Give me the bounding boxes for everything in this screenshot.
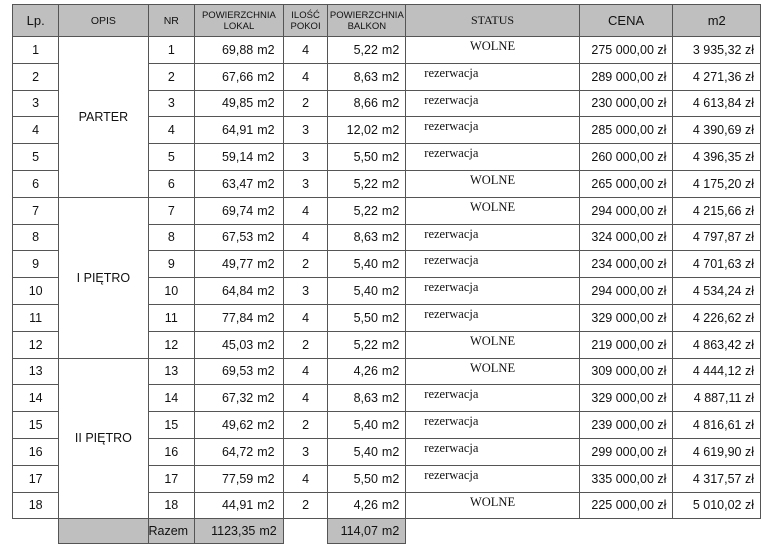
header-cena: CENA [579, 5, 673, 37]
cell-nr: 13 [148, 358, 195, 385]
pow-balkon-value: 5,50 [353, 150, 378, 165]
pow-lokal-value: 67,32 [221, 391, 254, 406]
cell-nr: 17 [148, 465, 195, 492]
cell-cena: 294 000,00 zł [579, 278, 673, 305]
pow-lokal-value: 59,14 [221, 150, 254, 165]
totals-balkon-value: 114,07 [340, 524, 378, 539]
cell-lp: 10 [13, 278, 59, 305]
pow-lokal-unit: m2 [257, 284, 275, 299]
pow-lokal-unit: m2 [257, 96, 275, 111]
cell-cena: 234 000,00 zł [579, 251, 673, 278]
pow-lokal-value: 49,62 [221, 418, 254, 433]
cell-status: rezerwacja [406, 438, 579, 465]
cell-pow-lokal [195, 144, 284, 171]
cell-nr: 15 [148, 412, 195, 439]
cell-pow-balkon [328, 197, 406, 224]
cell-nr: 2 [148, 63, 195, 90]
pow-balkon-value: 5,40 [353, 257, 378, 272]
header-pow-lokal-line1: POWIERZCHNIA [201, 9, 276, 21]
cell-pow-lokal [195, 385, 284, 412]
cell-status: rezerwacja [406, 251, 579, 278]
cell-pow-lokal [195, 358, 284, 385]
cell-pokoje: 3 [283, 170, 328, 197]
cell-status: WOLNE [406, 170, 579, 197]
pow-balkon-unit: m2 [381, 310, 400, 325]
cell-cena: 239 000,00 zł [579, 412, 673, 439]
cell-cena: 299 000,00 zł [579, 438, 673, 465]
pow-balkon-value: 4,26 [353, 498, 378, 513]
cell-cena-m2: 4 613,84 zł [673, 90, 761, 117]
cell-cena-m2: 4 175,20 zł [673, 170, 761, 197]
cell-pokoje: 3 [283, 144, 328, 171]
pow-lokal-unit: m2 [257, 337, 275, 352]
cell-cena: 309 000,00 zł [579, 358, 673, 385]
cell-cena: 324 000,00 zł [579, 224, 673, 251]
pow-balkon-unit: m2 [381, 176, 400, 191]
pow-balkon-value: 5,22 [353, 203, 378, 218]
cell-pow-lokal [195, 117, 284, 144]
cell-status: rezerwacja [406, 278, 579, 305]
cell-nr: 14 [148, 385, 195, 412]
cell-cena-m2: 4 534,24 zł [673, 278, 761, 305]
pow-lokal-unit: m2 [257, 418, 275, 433]
cell-pow-lokal [195, 438, 284, 465]
cell-pow-lokal [195, 304, 284, 331]
table-body [13, 37, 761, 519]
pow-balkon-unit: m2 [381, 391, 400, 406]
apartments-table [12, 4, 761, 544]
pow-lokal-unit: m2 [257, 123, 275, 138]
cell-pow-lokal [195, 465, 284, 492]
cell-pow-balkon [328, 385, 406, 412]
cell-cena: 225 000,00 zł [579, 492, 673, 519]
cell-nr: 9 [148, 251, 195, 278]
cell-pokoje: 3 [283, 117, 328, 144]
cell-cena-m2: 4 317,57 zł [673, 465, 761, 492]
pow-balkon-value: 5,22 [353, 176, 378, 191]
cell-cena: 275 000,00 zł [579, 37, 673, 64]
header-pow-balkon [328, 5, 406, 37]
cell-cena-m2: 4 816,61 zł [673, 412, 761, 439]
cell-lp: 9 [13, 251, 59, 278]
cell-lp: 8 [13, 224, 59, 251]
cell-status: rezerwacja [406, 304, 579, 331]
pow-balkon-unit: m2 [381, 123, 400, 138]
cell-status: WOLNE [406, 197, 579, 224]
totals-filler [59, 519, 148, 544]
cell-cena-m2: 4 619,90 zł [673, 438, 761, 465]
cell-status: rezerwacja [406, 117, 579, 144]
cell-nr: 5 [148, 144, 195, 171]
pow-balkon-value: 5,50 [353, 310, 378, 325]
header-pokoje [283, 5, 328, 37]
totals-label: Razem [148, 519, 195, 544]
cell-pokoje: 4 [283, 63, 328, 90]
pow-lokal-value: 64,91 [221, 123, 254, 138]
cell-pow-lokal [195, 278, 284, 305]
pow-lokal-value: 77,84 [221, 310, 254, 325]
cell-nr: 10 [148, 278, 195, 305]
totals-gap [283, 519, 328, 544]
cell-nr: 11 [148, 304, 195, 331]
cell-floor-label: I PIĘTRO [59, 197, 148, 358]
cell-status: rezerwacja [406, 90, 579, 117]
cell-status: rezerwacja [406, 385, 579, 412]
totals-lokal-value: 1123,35 [211, 524, 256, 539]
pow-lokal-value: 67,53 [221, 230, 254, 245]
pow-balkon-value: 5,22 [353, 337, 378, 352]
pow-lokal-value: 49,77 [221, 257, 254, 272]
cell-pokoje: 4 [283, 224, 328, 251]
cell-pow-balkon [328, 224, 406, 251]
cell-nr: 6 [148, 170, 195, 197]
cell-cena-m2: 4 226,62 zł [673, 304, 761, 331]
cell-pow-lokal [195, 170, 284, 197]
cell-pow-balkon [328, 438, 406, 465]
pow-lokal-unit: m2 [257, 391, 275, 406]
pow-lokal-unit: m2 [257, 257, 275, 272]
totals-lokal [195, 519, 284, 544]
cell-cena-m2: 4 215,66 zł [673, 197, 761, 224]
pow-balkon-value: 12,02 [346, 123, 378, 138]
cell-nr: 12 [148, 331, 195, 358]
totals-empty [406, 519, 761, 544]
cell-cena-m2: 4 396,35 zł [673, 144, 761, 171]
pow-lokal-value: 69,74 [221, 203, 254, 218]
pow-balkon-value: 5,50 [353, 471, 378, 486]
totals-balkon-unit: m2 [381, 524, 400, 539]
header-nr: NR [148, 5, 195, 37]
pow-balkon-unit: m2 [381, 337, 400, 352]
header-lp: Lp. [13, 5, 59, 37]
cell-floor-label: II PIĘTRO [59, 358, 148, 519]
cell-cena: 294 000,00 zł [579, 197, 673, 224]
cell-lp: 17 [13, 465, 59, 492]
cell-nr: 7 [148, 197, 195, 224]
pow-lokal-unit: m2 [257, 203, 275, 218]
pow-balkon-value: 8,63 [353, 391, 378, 406]
cell-status: WOLNE [406, 492, 579, 519]
cell-lp: 11 [13, 304, 59, 331]
pow-lokal-value: 77,59 [221, 471, 254, 486]
header-pokoje-line2: POKOI [290, 20, 321, 32]
cell-nr: 4 [148, 117, 195, 144]
cell-cena: 329 000,00 zł [579, 385, 673, 412]
table-row [13, 197, 761, 224]
cell-status: rezerwacja [406, 144, 579, 171]
pow-balkon-value: 8,63 [353, 230, 378, 245]
pow-balkon-unit: m2 [381, 284, 400, 299]
cell-pokoje: 2 [283, 90, 328, 117]
cell-pow-balkon [328, 278, 406, 305]
pow-balkon-value: 5,22 [353, 42, 378, 57]
pow-lokal-value: 63,47 [221, 176, 254, 191]
cell-pow-balkon [328, 412, 406, 439]
cell-nr: 16 [148, 438, 195, 465]
pow-balkon-unit: m2 [381, 42, 400, 57]
cell-status: rezerwacja [406, 63, 579, 90]
cell-pokoje: 4 [283, 385, 328, 412]
cell-pow-balkon [328, 465, 406, 492]
cell-pow-balkon [328, 492, 406, 519]
pow-lokal-value: 67,66 [221, 69, 254, 84]
cell-pow-lokal [195, 331, 284, 358]
cell-status: WOLNE [406, 37, 579, 64]
cell-cena: 265 000,00 zł [579, 170, 673, 197]
cell-status: rezerwacja [406, 412, 579, 439]
cell-pokoje: 2 [283, 251, 328, 278]
pow-balkon-value: 5,40 [353, 418, 378, 433]
cell-pow-balkon [328, 63, 406, 90]
cell-status: rezerwacja [406, 465, 579, 492]
cell-lp: 18 [13, 492, 59, 519]
cell-lp: 12 [13, 331, 59, 358]
pow-lokal-value: 49,85 [221, 96, 254, 111]
cell-nr: 18 [148, 492, 195, 519]
pow-balkon-unit: m2 [381, 150, 400, 165]
cell-lp: 14 [13, 385, 59, 412]
cell-pow-lokal [195, 412, 284, 439]
cell-lp: 6 [13, 170, 59, 197]
pow-balkon-unit: m2 [381, 257, 400, 272]
cell-cena: 335 000,00 zł [579, 465, 673, 492]
cell-cena: 285 000,00 zł [579, 117, 673, 144]
pow-balkon-value: 5,40 [353, 284, 378, 299]
header-m2: m2 [673, 5, 761, 37]
header-row [13, 5, 761, 37]
totals-row [13, 519, 761, 544]
cell-pow-lokal [195, 90, 284, 117]
pow-balkon-unit: m2 [381, 69, 400, 84]
pow-balkon-value: 5,40 [353, 444, 378, 459]
pow-balkon-value: 8,66 [353, 96, 378, 111]
pow-balkon-unit: m2 [381, 498, 400, 513]
cell-cena-m2: 4 797,87 zł [673, 224, 761, 251]
cell-cena-m2: 5 010,02 zł [673, 492, 761, 519]
pow-lokal-unit: m2 [257, 310, 275, 325]
pow-lokal-unit: m2 [257, 444, 275, 459]
pow-balkon-unit: m2 [381, 96, 400, 111]
cell-floor-label: PARTER [59, 37, 148, 198]
header-status: STATUS [406, 5, 579, 37]
totals-blank [13, 519, 59, 544]
pow-lokal-unit: m2 [257, 176, 275, 191]
pow-lokal-value: 44,91 [221, 498, 254, 513]
totals-balkon [328, 519, 406, 544]
cell-pow-balkon [328, 331, 406, 358]
cell-pokoje: 2 [283, 492, 328, 519]
cell-lp: 16 [13, 438, 59, 465]
pow-balkon-unit: m2 [381, 418, 400, 433]
cell-pokoje: 4 [283, 197, 328, 224]
pow-lokal-value: 64,72 [221, 444, 254, 459]
cell-nr: 3 [148, 90, 195, 117]
pow-balkon-value: 8,63 [353, 69, 378, 84]
pow-balkon-unit: m2 [381, 444, 400, 459]
cell-pokoje: 4 [283, 358, 328, 385]
cell-lp: 1 [13, 37, 59, 64]
cell-cena-m2: 4 444,12 zł [673, 358, 761, 385]
pow-lokal-value: 69,53 [221, 364, 254, 379]
cell-pokoje: 3 [283, 278, 328, 305]
cell-pow-balkon [328, 117, 406, 144]
cell-pow-balkon [328, 358, 406, 385]
pow-lokal-unit: m2 [257, 471, 275, 486]
cell-status: WOLNE [406, 331, 579, 358]
table-row [13, 358, 761, 385]
totals-lokal-unit: m2 [259, 524, 277, 539]
cell-pokoje: 2 [283, 412, 328, 439]
pow-balkon-unit: m2 [381, 364, 400, 379]
cell-cena-m2: 4 887,11 zł [673, 385, 761, 412]
cell-status: WOLNE [406, 358, 579, 385]
pow-balkon-value: 4,26 [353, 364, 378, 379]
cell-cena-m2: 4 271,36 zł [673, 63, 761, 90]
pow-lokal-unit: m2 [257, 230, 275, 245]
cell-pow-balkon [328, 251, 406, 278]
pow-balkon-unit: m2 [381, 203, 400, 218]
cell-cena-m2: 4 863,42 zł [673, 331, 761, 358]
cell-lp: 5 [13, 144, 59, 171]
cell-pow-lokal [195, 251, 284, 278]
cell-lp: 3 [13, 90, 59, 117]
cell-lp: 13 [13, 358, 59, 385]
cell-pow-balkon [328, 170, 406, 197]
header-pokoje-line1: ILOŚĆ [291, 9, 320, 21]
cell-pow-balkon [328, 37, 406, 64]
cell-pow-lokal [195, 224, 284, 251]
cell-lp: 7 [13, 197, 59, 224]
cell-lp: 2 [13, 63, 59, 90]
cell-cena-m2: 4 390,69 zł [673, 117, 761, 144]
header-pow-balkon-line2: BALKON [347, 20, 387, 32]
cell-pokoje: 4 [283, 465, 328, 492]
cell-pokoje: 4 [283, 37, 328, 64]
cell-pow-lokal [195, 492, 284, 519]
cell-lp: 15 [13, 412, 59, 439]
header-pow-lokal-line2: LOKAL [223, 20, 255, 32]
header-pow-lokal [195, 5, 284, 37]
header-opis: OPIS [59, 5, 148, 37]
cell-nr: 8 [148, 224, 195, 251]
pow-lokal-unit: m2 [257, 69, 275, 84]
cell-cena-m2: 4 701,63 zł [673, 251, 761, 278]
cell-pow-balkon [328, 90, 406, 117]
cell-nr: 1 [148, 37, 195, 64]
pow-lokal-value: 64,84 [221, 284, 254, 299]
pow-lokal-unit: m2 [257, 42, 275, 57]
pow-balkon-unit: m2 [381, 471, 400, 486]
cell-cena: 219 000,00 zł [579, 331, 673, 358]
pow-balkon-unit: m2 [381, 230, 400, 245]
table-row [13, 37, 761, 64]
pow-lokal-unit: m2 [257, 498, 275, 513]
cell-cena: 289 000,00 zł [579, 63, 673, 90]
cell-pow-balkon [328, 304, 406, 331]
pow-lokal-unit: m2 [257, 150, 275, 165]
cell-lp: 4 [13, 117, 59, 144]
cell-pokoje: 3 [283, 438, 328, 465]
cell-pow-lokal [195, 63, 284, 90]
header-pow-balkon-line1: POWIERZCHNIA [329, 9, 404, 21]
cell-status: rezerwacja [406, 224, 579, 251]
cell-cena-m2: 3 935,32 zł [673, 37, 761, 64]
cell-cena: 260 000,00 zł [579, 144, 673, 171]
pow-lokal-unit: m2 [257, 364, 275, 379]
cell-pow-lokal [195, 37, 284, 64]
cell-pow-lokal [195, 197, 284, 224]
pow-lokal-value: 69,88 [221, 42, 254, 57]
cell-pow-balkon [328, 144, 406, 171]
cell-cena: 230 000,00 zł [579, 90, 673, 117]
cell-cena: 329 000,00 zł [579, 304, 673, 331]
pow-lokal-value: 45,03 [221, 337, 254, 352]
cell-pokoje: 2 [283, 331, 328, 358]
cell-pokoje: 4 [283, 304, 328, 331]
